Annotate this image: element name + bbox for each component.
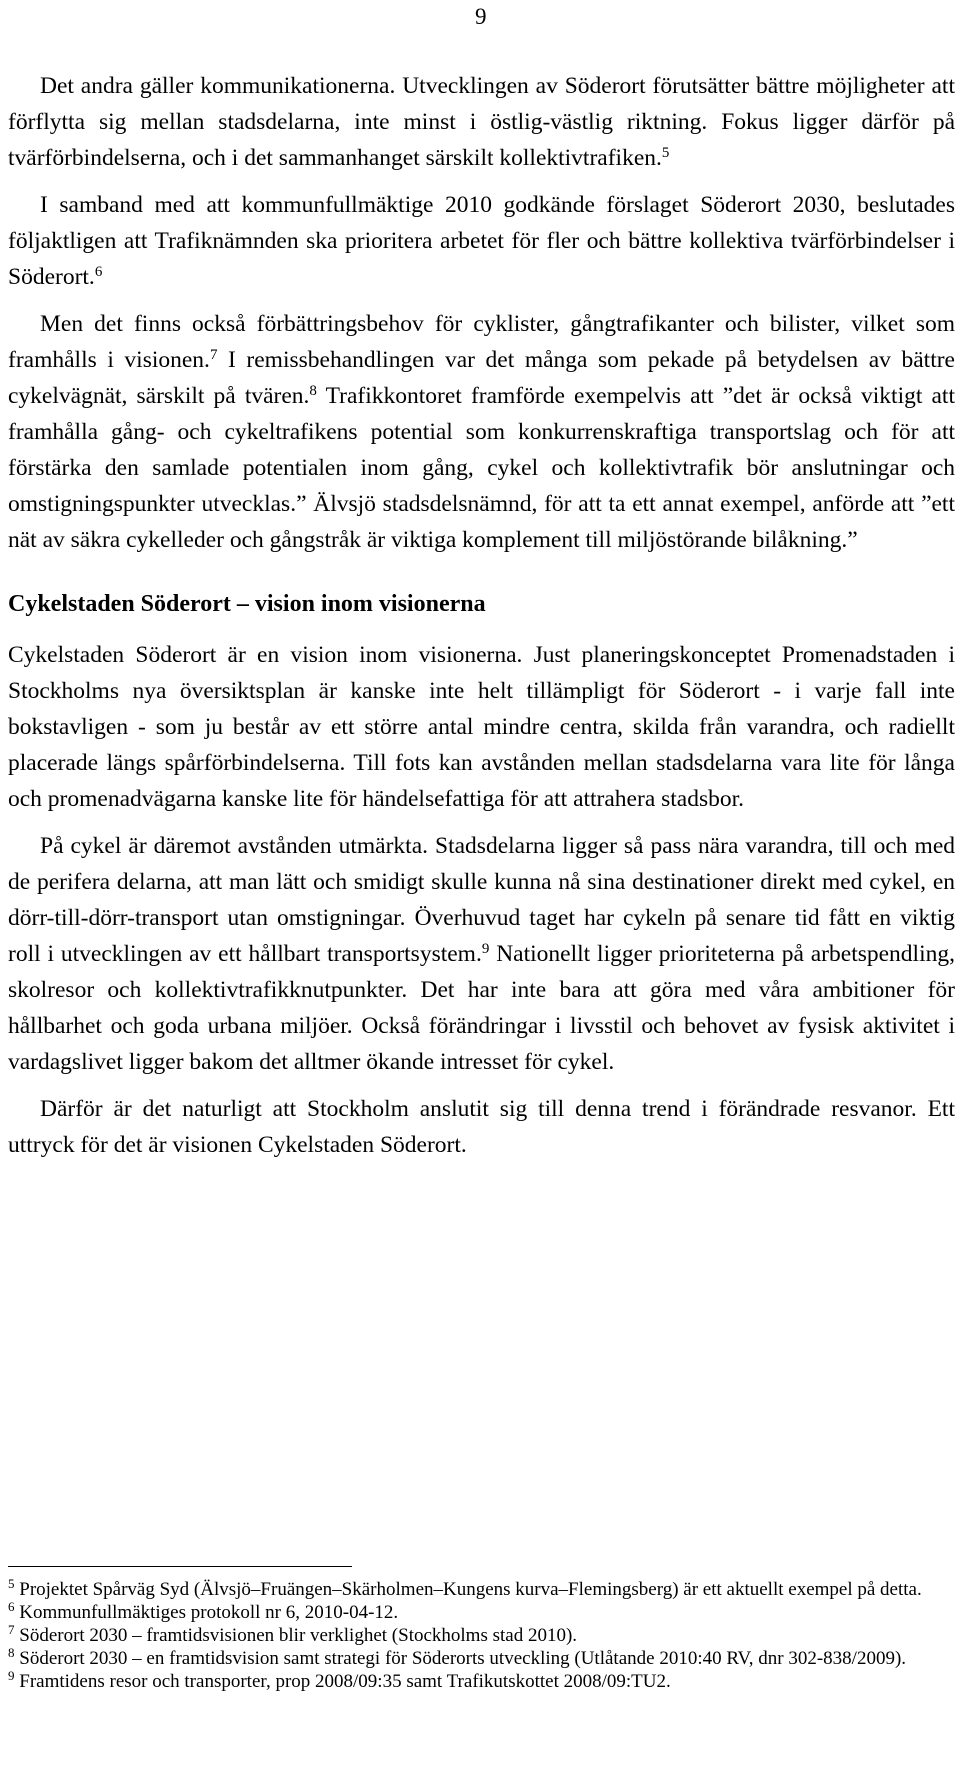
footnote-ref-9: 9: [481, 941, 490, 957]
paragraph-text: I remissbehandlingen var det många som pekade på betydelsen av bättre cykelvägnät, särskilt på tvären.: [8, 347, 955, 409]
footnote-8: [8, 1647, 955, 1670]
paragraph: [8, 306, 955, 558]
footnote-ref-8: 8: [309, 383, 317, 399]
footnote-7: [8, 1624, 955, 1647]
paragraph-text: Trafikkontoret framförde exempelvis att ”det är också viktigt att framhålla gång- och cykeltrafikens potential som konkurrenskraftiga transportslag och för att förstärka den samlade potentialen inom gång, cykel och kollektivtrafik bör anslutningar och omstigningspunkter utvecklas.” Älvsjö stadsdelsnämnd, för att ta ett annat exempel, anförde att ”ett nät av säkra cykelleder och gångstråk är viktiga komplement till miljöstörande bilåkning.”: [8, 383, 955, 553]
paragraph: [8, 68, 955, 176]
paragraph-text: På cykel är däremot avstånden utmärkta. Stadsdelarna ligger så pass nära varandra, till och med de perifera delarna, att man lätt och smidigt skulle kunna nå sina destinationer direkt med cykel, en dörr-till-dörr-transport utan omstigningar. Överhuvud taget har cykeln på senare tid fått en viktig roll i utvecklingen av ett hållbart transportsystem.: [8, 833, 955, 967]
paragraph: [8, 828, 955, 1080]
footnote-text: Framtidens resor och transporter, prop 2008/09:35 samt Trafikutskottet 2008/09:TU2.: [14, 1671, 671, 1692]
footnote-text: Söderort 2030 – framtidsvisionen blir verklighet (Stockholms stad 2010).: [14, 1625, 578, 1646]
footnotes: [8, 1578, 955, 1693]
paragraph-text: I samband med att kommunfullmäktige 2010 godkände förslaget Söderort 2030, beslutades följaktligen att Trafiknämnden ska prioritera arbetet för fler och bättre kollektiva tvärförbindelser i Söderort.: [8, 192, 955, 290]
footnote-9: [8, 1670, 955, 1693]
footnote-5: [8, 1578, 955, 1601]
footnote-ref-7: 7: [209, 347, 218, 363]
paragraph-text: Men det finns också förbättringsbehov för cyklister, gångtrafikanter och bilister, vilket som framhålls i visionen.: [8, 311, 955, 373]
paragraph: [8, 637, 955, 817]
footnote-number: 9: [8, 1668, 15, 1683]
footnote-number: 6: [8, 1599, 15, 1614]
body-text: [8, 68, 955, 1174]
paragraph: [8, 1091, 955, 1163]
section-heading: Cykelstaden Söderort – vision inom visionerna: [8, 591, 486, 617]
paragraph-text: Därför är det naturligt att Stockholm anslutit sig till denna trend i förändrade resvanor. Ett uttryck för det är visionen Cykelstaden Söderort.: [8, 1096, 955, 1158]
footnote-ref-6: 6: [94, 264, 103, 280]
footnote-text: Söderort 2030 – en framtidsvision samt strategi för Söderorts utveckling (Utlåtande 2010:40 RV, dnr 302-838/2009).: [14, 1648, 907, 1669]
page-number: 9: [475, 4, 487, 29]
footnote-6: [8, 1601, 955, 1624]
paragraph: [8, 187, 955, 295]
footnote-number: 7: [8, 1622, 15, 1637]
footnote-ref-5: 5: [661, 145, 670, 161]
footnote-text: Kommunfullmäktiges protokoll nr 6, 2010-04-12.: [14, 1602, 399, 1623]
paragraph-text: Det andra gäller kommunikationerna. Utvecklingen av Söderort förutsätter bättre möjligheter att förflytta sig mellan stadsdelarna, inte minst i östlig-västlig riktning. Fokus ligger därför på tvärförbindelserna, och i det sammanhanget särskilt kollektivtrafiken.: [8, 73, 955, 171]
footnote-number: 8: [8, 1645, 15, 1660]
footnote-text: Projektet Spårväg Syd (Älvsjö–Fruängen–Skärholmen–Kungens kurva–Flemingsberg) är ett aktuellt exempel på detta.: [14, 1579, 922, 1600]
paragraph-text: Nationellt ligger prioriteterna på arbetspendling, skolresor och kollektivtrafikknutpunkter. Det har inte bara att göra med våra ambitioner för hållbarhet och goda urbana miljöer. Också förändringar i livsstil och behovet av fysisk aktivitet i vardagslivet ligger bakom det alltmer ökande intresset för cykel.: [8, 941, 955, 1075]
paragraph-text: Cykelstaden Söderort är en vision inom visionerna. Just planeringskonceptet Promenadstaden i Stockholms nya översiktsplan är kanske inte helt tillämpligt för Söderort - i varje fall inte bokstavligen - som ju består av ett större antal mindre centra, skilda från varandra, och radiellt placerade längs spårförbindelserna. Till fots kan avstånden mellan stadsdelarna vara lite för långa och promenadvägarna kanske lite för händelsefattiga för att attrahera stadsbor.: [8, 642, 955, 812]
footnote-number: 5: [8, 1576, 15, 1591]
footnote-separator: [8, 1566, 352, 1567]
